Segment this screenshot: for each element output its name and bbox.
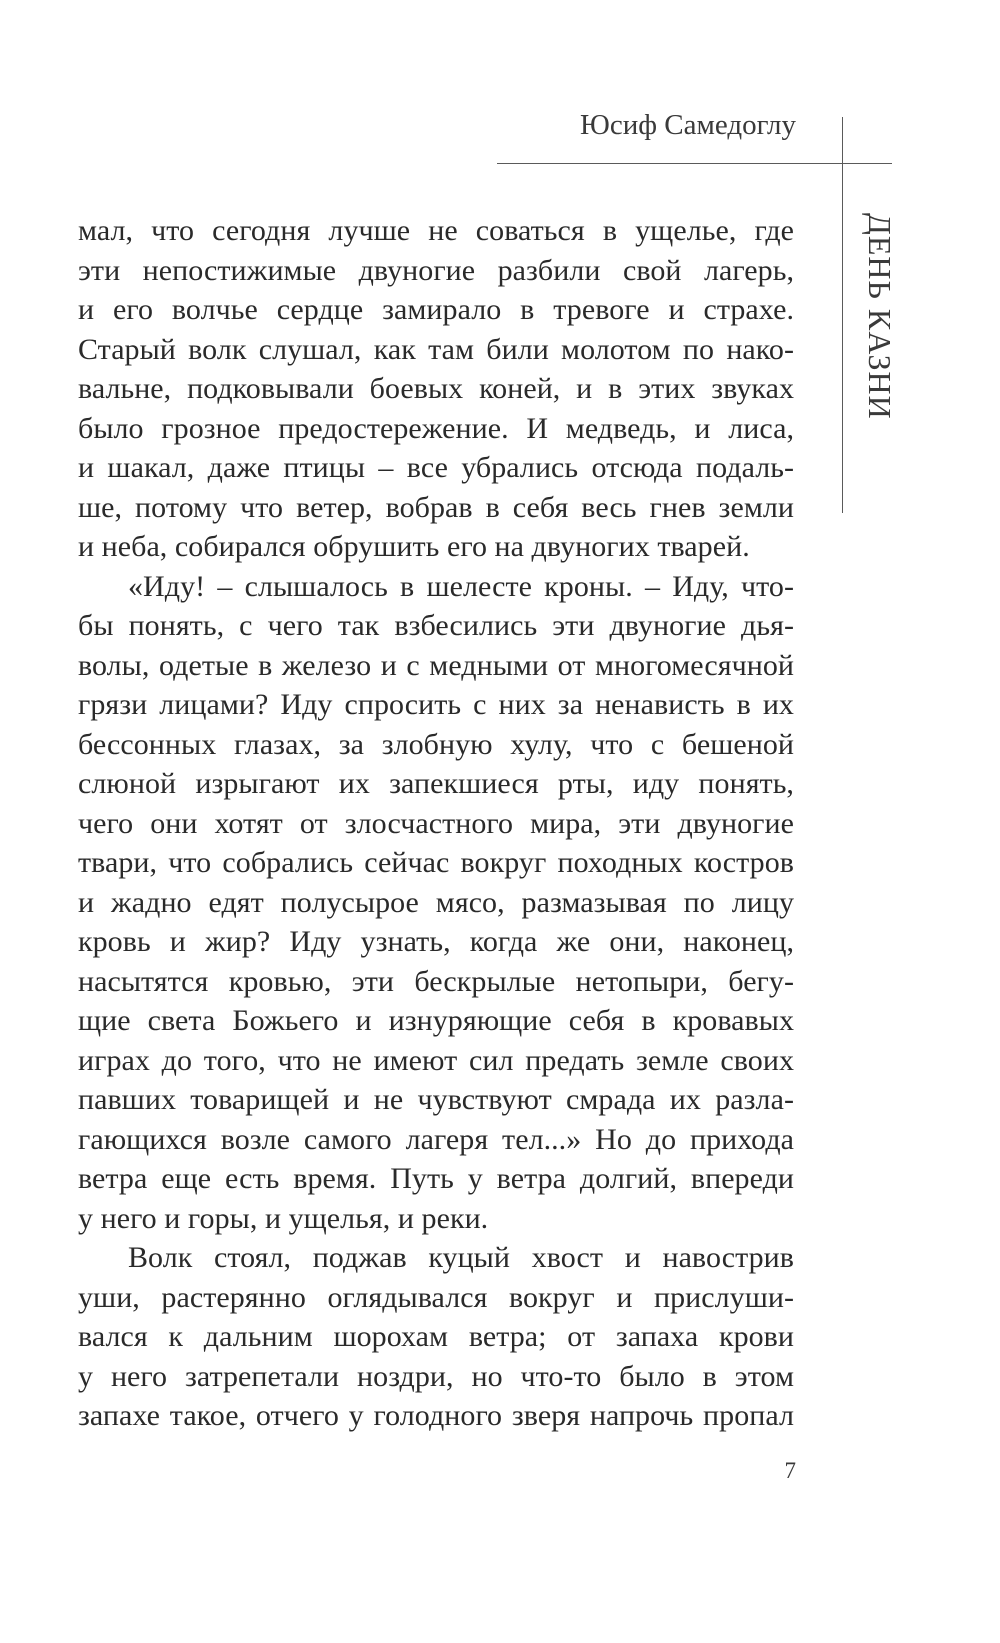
page-body-text — [78, 211, 794, 1436]
text-line: ше, потому что ветер, вобрав в себя весь гнев земли — [78, 490, 794, 524]
text-line: вался к дальним шорохам ветра; от запаха крови — [78, 1320, 794, 1353]
running-header-title: ДЕНЬ КАЗНИ — [862, 213, 898, 420]
text-line: грязи лицами? Иду спросить с них за ненависть в их — [78, 688, 794, 721]
text-line: кровь и жир? Иду узнать, когда же они, наконец, — [78, 925, 794, 958]
text-line: Старый волк слушал, как там били молотом по нако- — [78, 332, 794, 366]
text-line: бессонных глазах, за злобную хулу, что с бешеной — [78, 727, 794, 761]
text-line: волы, одетые в железо и с медными от многомесячной — [78, 648, 794, 682]
text-line: насытятся кровью, эти бескрылые нетопыри, бегу- — [78, 964, 794, 998]
text-line: и его волчье сердце замирало в тревоге и страхе. — [78, 293, 794, 326]
running-header-author: Юсиф Самедоглу — [580, 109, 796, 141]
text-line: павших товарищей и не чувствуют смрада их разла- — [78, 1083, 794, 1116]
text-line: чего они хотят от злосчастного мира, эти двуногие — [78, 806, 794, 840]
text-line: было грозное предостережение. И медведь, и лиса, — [78, 411, 794, 445]
text-line: «Иду! – слышалось в шелесте кроны. – Иду, что- — [128, 569, 794, 603]
header-horizontal-rule — [497, 163, 892, 164]
text-line: щие света Божьего и изнуряющие себя в кровавых — [78, 1004, 794, 1037]
text-line: слюной изрыгают их запекшиеся рты, иду понять, — [78, 767, 794, 800]
text-line: Волк стоял, поджав куцый хвост и навострив — [128, 1241, 794, 1274]
text-line: у него и горы, и ущелья, и реки. — [78, 1201, 489, 1235]
text-line: и жадно едят полусырое мясо, размазывая по лицу — [78, 885, 794, 919]
text-line: играх до того, что не имеют сил предать земле своих — [78, 1043, 794, 1077]
text-line: у него затрепетали ноздри, но что-то было в этом — [78, 1359, 794, 1393]
text-line: и шакал, даже птицы – все убрались отсюда подаль- — [78, 451, 794, 484]
text-line: вальне, подковывали боевых коней, и в этих звуках — [78, 372, 794, 405]
header-vertical-rule — [842, 117, 843, 513]
text-line: бы понять, с чего так взбесились эти двуногие дья- — [78, 609, 794, 642]
text-line: ветра еще есть время. Путь у ветра долгий, впереди — [78, 1162, 794, 1195]
text-line: уши, растерянно оглядывался вокруг и прислуши- — [78, 1280, 794, 1314]
text-line: и неба, собирался обрушить его на двуногих тварей. — [78, 530, 750, 563]
text-line: запахе такое, отчего у голодного зверя напрочь пропал — [78, 1399, 794, 1432]
text-line: мал, что сегодня лучше не соваться в ущелье, где — [78, 214, 794, 247]
text-line: твари, что собрались сейчас вокруг походных костров — [78, 846, 794, 879]
page-number: 7 — [784, 1458, 796, 1483]
text-line: эти непостижимые двуногие разбили свой лагерь, — [78, 253, 794, 287]
text-line: гающихся возле самого лагеря тел...» Но до прихода — [78, 1122, 794, 1156]
